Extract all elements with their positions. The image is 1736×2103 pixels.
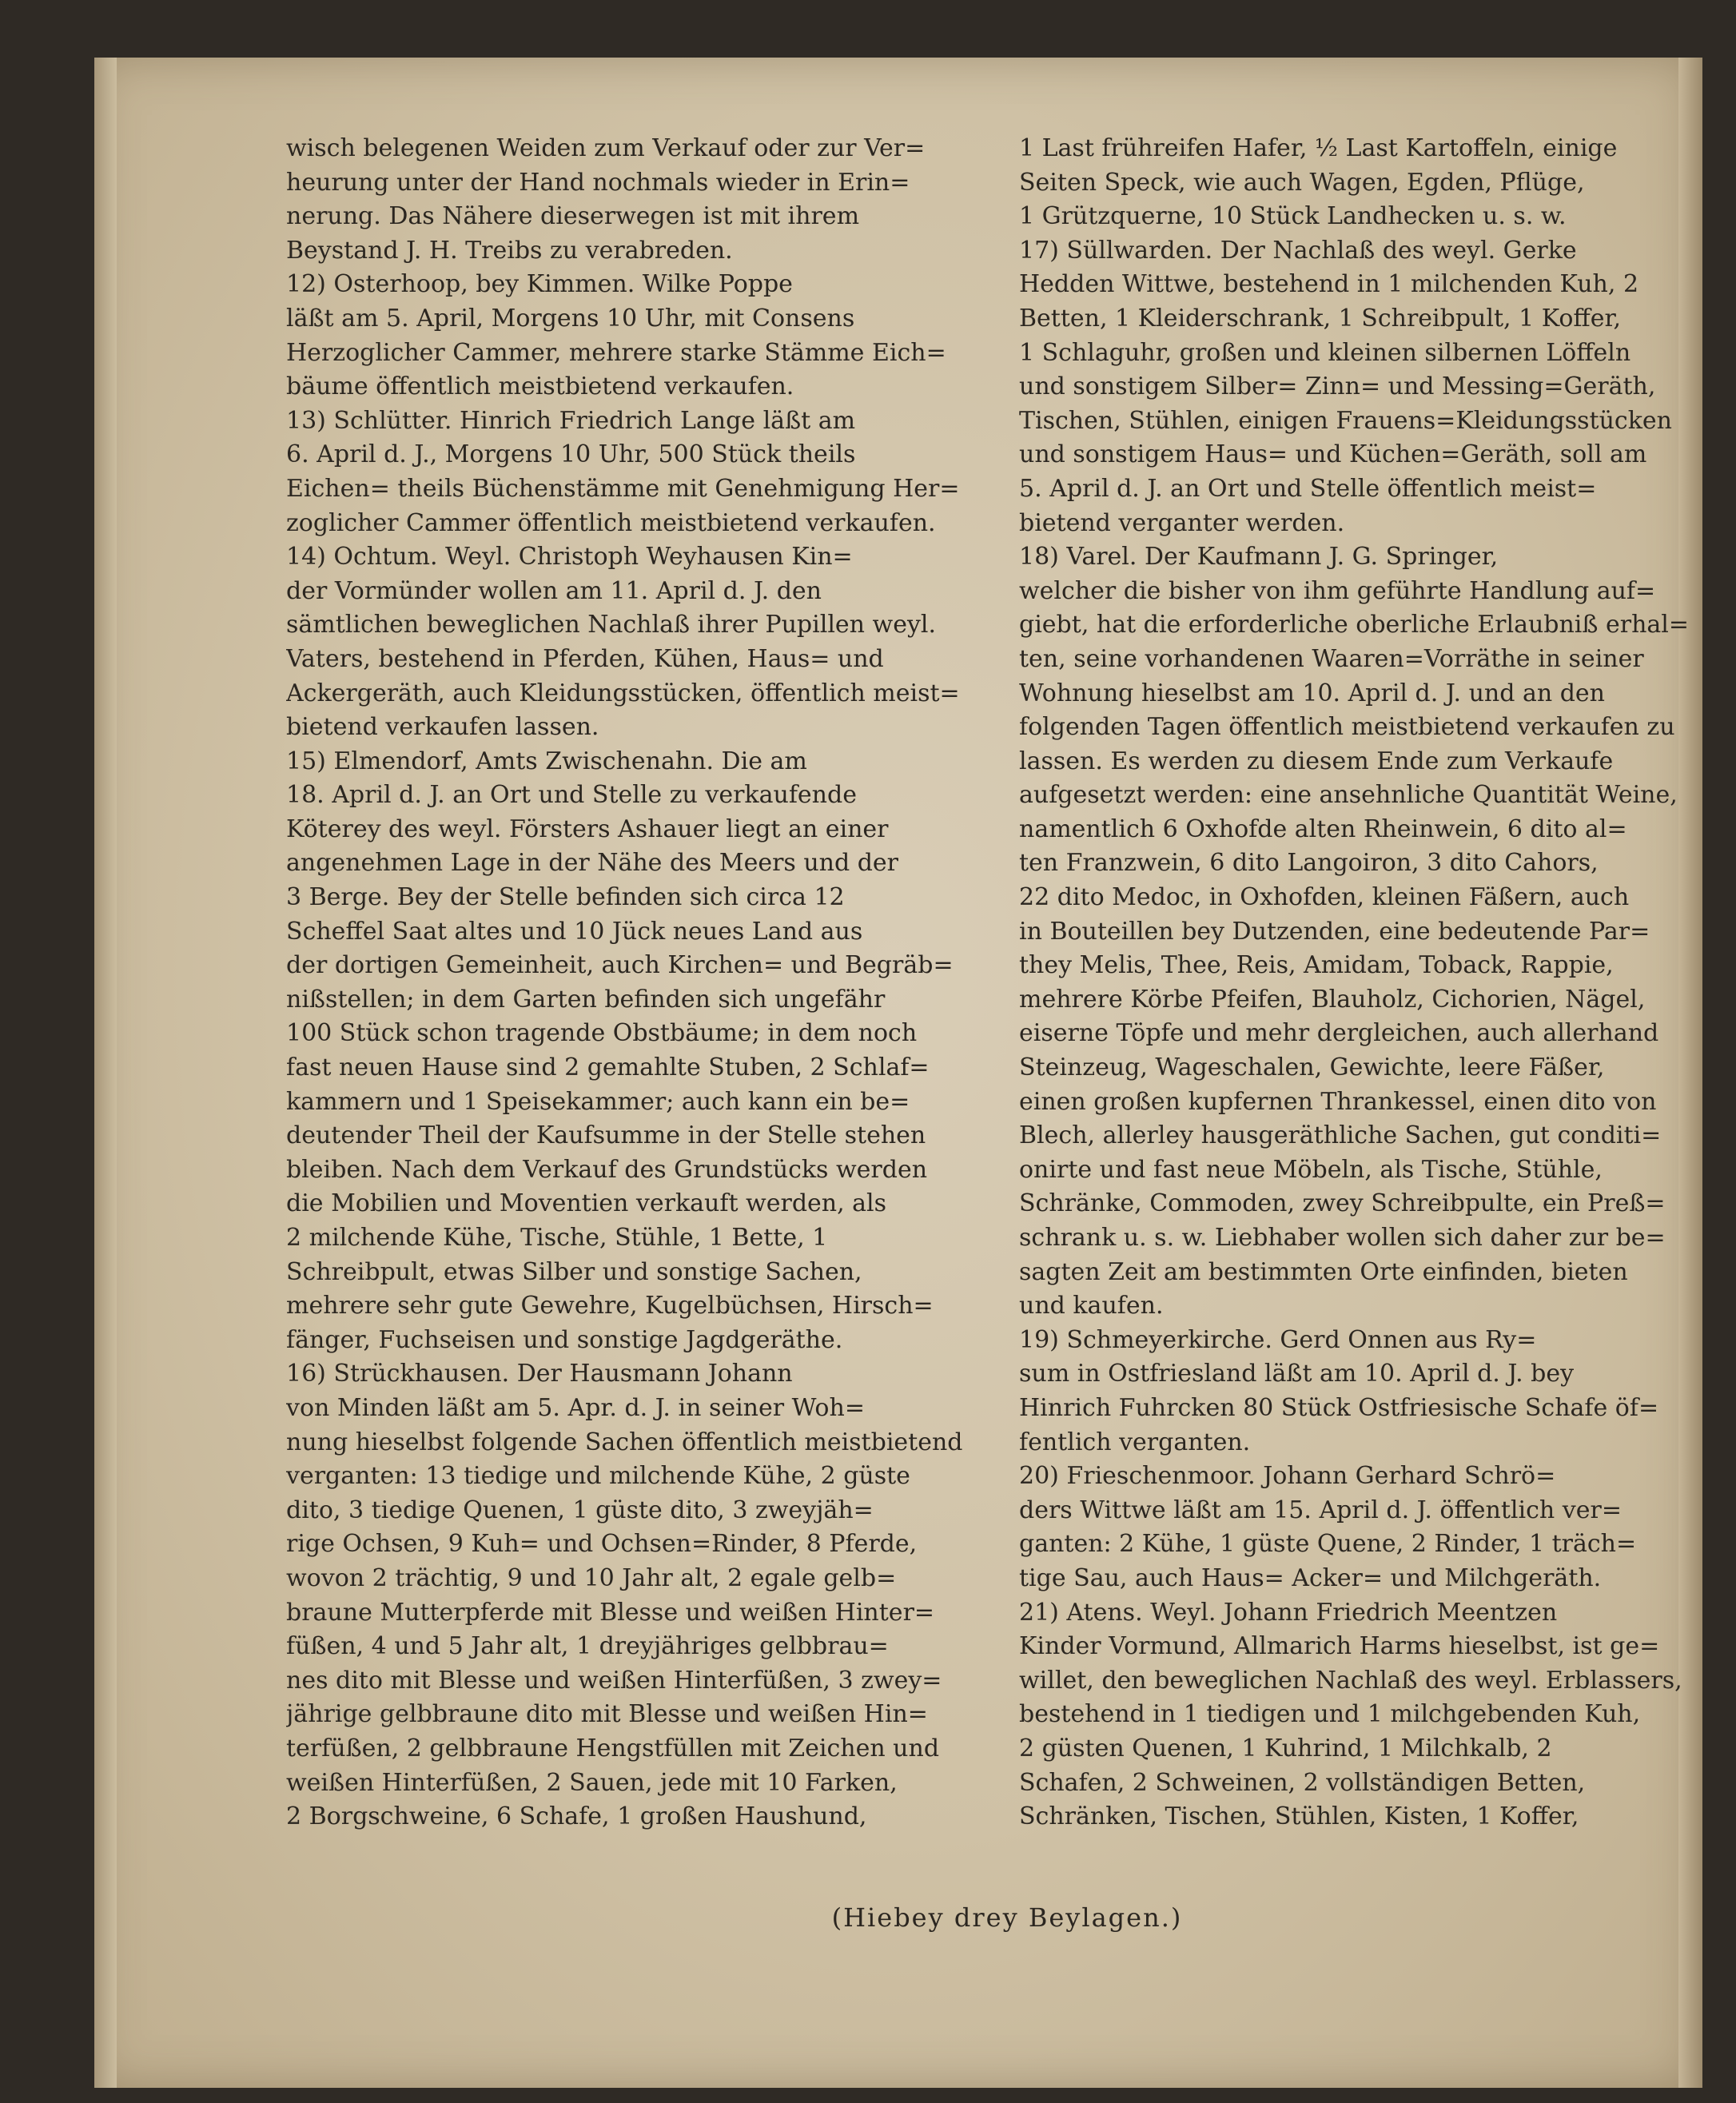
text-line: Kinder Vormund, Allmarich Harms hieselbst, ist ge=: [1019, 1632, 1660, 1661]
text-line: in Bouteillen bey Dutzenden, eine bedeutende Par=: [1019, 917, 1650, 946]
text-line: ders Wittwe läßt am 15. April d. J. öffentlich ver=: [1019, 1496, 1622, 1524]
text-line: fentlich verganten.: [1019, 1428, 1251, 1456]
text-line: 6. April d. J., Morgens 10 Uhr, 500 Stück theils: [286, 440, 856, 469]
text-line: bleiben. Nach dem Verkauf des Grundstücks werden: [286, 1155, 928, 1184]
text-line: 15) Elmendorf, Amts Zwischenahn. Die am: [286, 747, 807, 775]
text-line: jährige gelbbraune dito mit Blesse und weißen Hin=: [286, 1700, 928, 1729]
text-line: Schränken, Tischen, Stühlen, Kisten, 1 Koffer,: [1019, 1802, 1579, 1831]
text-line: Schafen, 2 Schweinen, 2 vollständigen Betten,: [1019, 1768, 1586, 1797]
text-line: ganten: 2 Kühe, 1 güste Quene, 2 Rinder, 1 träch=: [1019, 1530, 1637, 1559]
text-line: angenehmen Lage in der Nähe des Meers und der: [286, 849, 899, 878]
text-line: 2 güsten Quenen, 1 Kuhrind, 1 Milchkalb, 2: [1019, 1734, 1552, 1762]
text-line: 13) Schlütter. Hinrich Friedrich Lange läßt am: [286, 406, 856, 435]
text-line: 17) Süllwarden. Der Nachlaß des weyl. Gerke: [1019, 236, 1577, 265]
text-line: deutender Theil der Kaufsumme in der Stelle stehen: [286, 1121, 926, 1150]
text-line: fänger, Fuchseisen und sonstige Jagdgeräthe.: [286, 1325, 843, 1354]
text-line: aufgesetzt werden: eine ansehnliche Quantität Weine,: [1019, 781, 1678, 810]
text-line: 3 Berge. Bey der Stelle befinden sich circa 12: [286, 883, 845, 912]
text-line: onirte und fast neue Möbeln, als Tische, Stühle,: [1019, 1155, 1603, 1184]
text-line: bestehend in 1 tiedigen und 1 milchgebenden Kuh,: [1019, 1700, 1641, 1729]
right-text-column: [1019, 132, 1705, 1834]
text-line: verganten: 13 tiedige und milchende Kühe, 2 güste: [286, 1462, 910, 1491]
text-line: Betten, 1 Kleiderschrank, 1 Schreibpult, 1 Koffer,: [1019, 304, 1622, 333]
text-line: ten Franzwein, 6 dito Langoiron, 3 dito Cahors,: [1019, 849, 1599, 878]
text-line: sagten Zeit am bestimmten Orte einfinden, bieten: [1019, 1257, 1628, 1286]
text-line: wovon 2 trächtig, 9 und 10 Jahr alt, 2 egale gelb=: [286, 1563, 897, 1592]
text-line: willet, den beweglichen Nachlaß des weyl. Erblassers,: [1019, 1666, 1682, 1695]
text-line: nerung. Das Nähere dieserwegen ist mit ihrem: [286, 202, 860, 231]
text-line: 1 Last frühreifen Hafer, ½ Last Kartoffeln, einige: [1019, 134, 1618, 162]
text-line: 18. April d. J. an Ort und Stelle zu verkaufende: [286, 781, 857, 810]
left-text-column: [286, 132, 989, 1834]
footer-note: (Hiebey drey Beylagen.): [831, 1902, 1183, 1933]
text-line: Schreibpult, etwas Silber und sonstige Sachen,: [286, 1257, 862, 1286]
text-line: und sonstigem Silber= Zinn= und Messing=Geräth,: [1019, 372, 1656, 401]
text-line: 2 milchende Kühe, Tische, Stühle, 1 Bette, 1: [286, 1224, 828, 1252]
text-line: Herzoglicher Cammer, mehrere starke Stämme Eich=: [286, 338, 946, 367]
text-line: 19) Schmeyerkirche. Gerd Onnen aus Ry=: [1019, 1325, 1537, 1354]
text-line: Ackergeräth, auch Kleidungsstücken, öffentlich meist=: [286, 679, 960, 707]
text-line: einen großen kupfernen Thrankessel, einen dito von: [1019, 1087, 1657, 1116]
text-line: they Melis, Thee, Reis, Amidam, Toback, Rappie,: [1019, 951, 1614, 980]
text-line: bietend verganter werden.: [1019, 508, 1345, 537]
text-line: 20) Frieschenmoor. Johann Gerhard Schrö=: [1019, 1462, 1556, 1491]
text-line: Schränke, Commoden, zwey Schreibpulte, ein Preß=: [1019, 1189, 1666, 1218]
text-line: folgenden Tagen öffentlich meistbietend verkaufen zu: [1019, 713, 1675, 742]
text-line: terfüßen, 2 gelbbraune Hengstfüllen mit Zeichen und: [286, 1734, 940, 1762]
text-line: 21) Atens. Weyl. Johann Friedrich Meentzen: [1019, 1598, 1558, 1627]
text-line: 100 Stück schon tragende Obstbäume; in dem noch: [286, 1019, 918, 1048]
text-line: tige Sau, auch Haus= Acker= und Milchgeräth.: [1019, 1563, 1602, 1592]
text-line: braune Mutterpferde mit Blesse und weißen Hinter=: [286, 1598, 935, 1627]
text-line: Scheffel Saat altes und 10 Jück neues Land aus: [286, 917, 863, 946]
text-line: Wohnung hieselbst am 10. April d. J. und an den: [1019, 679, 1605, 707]
text-line: 12) Osterhoop, bey Kimmen. Wilke Poppe: [286, 270, 793, 299]
text-line: Eichen= theils Büchenstämme mit Genehmigung Her=: [286, 474, 960, 503]
text-line: Tischen, Stühlen, einigen Frauens=Kleidungsstücken: [1019, 406, 1672, 435]
text-line: von Minden läßt am 5. Apr. d. J. in seiner Woh=: [286, 1393, 865, 1422]
text-line: und sonstigem Haus= und Küchen=Geräth, soll am: [1019, 440, 1647, 469]
text-line: füßen, 4 und 5 Jahr alt, 1 dreyjähriges gelbbrau=: [286, 1632, 889, 1661]
text-line: sämtlichen beweglichen Nachlaß ihrer Pupillen weyl.: [286, 611, 937, 639]
text-line: wisch belegenen Weiden zum Verkauf oder zur Ver=: [286, 134, 926, 162]
text-line: Blech, allerley hausgeräthliche Sachen, gut conditi=: [1019, 1121, 1662, 1150]
text-line: welcher die bisher von ihm geführte Handlung auf=: [1019, 576, 1656, 605]
text-line: bäume öffentlich meistbietend verkaufen.: [286, 372, 794, 401]
text-line: nißstellen; in dem Garten befinden sich ungefähr: [286, 985, 886, 1014]
page-edge-left: [94, 58, 117, 2088]
text-line: 16) Strückhausen. Der Hausmann Johann: [286, 1360, 793, 1388]
text-line: Beystand J. H. Treibs zu verabreden.: [286, 236, 733, 265]
text-line: Steinzeug, Wageschalen, Gewichte, leere Fäßer,: [1019, 1053, 1605, 1082]
text-line: die Mobilien und Moventien verkauft werden, als: [286, 1189, 887, 1218]
text-line: ten, seine vorhandenen Waaren=Vorräthe in seiner: [1019, 644, 1644, 673]
text-line: 22 dito Medoc, in Oxhofden, kleinen Fäßern, auch: [1019, 883, 1630, 912]
text-line: 5. April d. J. an Ort und Stelle öffentlich meist=: [1019, 474, 1597, 503]
text-line: 18) Varel. Der Kaufmann J. G. Springer,: [1019, 543, 1499, 572]
text-line: 1 Schlaguhr, großen und kleinen silbernen Löffeln: [1019, 338, 1631, 367]
text-line: 1 Grützquerne, 10 Stück Landhecken u. s. w.: [1019, 202, 1567, 231]
text-line: zoglicher Cammer öffentlich meistbietend verkaufen.: [286, 508, 936, 537]
text-line: der dortigen Gemeinheit, auch Kirchen= und Begräb=: [286, 951, 954, 980]
text-line: nung hieselbst folgende Sachen öffentlich meistbietend: [286, 1428, 963, 1456]
text-line: 2 Borgschweine, 6 Schafe, 1 großen Haushund,: [286, 1802, 867, 1831]
text-line: weißen Hinterfüßen, 2 Sauen, jede mit 10 Farken,: [286, 1768, 898, 1797]
text-line: kammern und 1 Speisekammer; auch kann ein be=: [286, 1087, 910, 1116]
text-line: und kaufen.: [1019, 1292, 1164, 1320]
text-line: Hinrich Fuhrcken 80 Stück Ostfriesische Schafe öf=: [1019, 1393, 1659, 1422]
text-line: bietend verkaufen lassen.: [286, 713, 599, 742]
text-line: der Vormünder wollen am 11. April d. J. den: [286, 576, 822, 605]
text-line: heurung unter der Hand nochmals wieder in Erin=: [286, 168, 910, 197]
text-line: dito, 3 tiedige Quenen, 1 güste dito, 3 zweyjäh=: [286, 1496, 874, 1524]
text-line: Seiten Speck, wie auch Wagen, Egden, Pflüge,: [1019, 168, 1585, 197]
text-line: 14) Ochtum. Weyl. Christoph Weyhausen Kin=: [286, 543, 853, 572]
text-line: Köterey des weyl. Försters Ashauer liegt an einer: [286, 815, 889, 843]
text-line: Hedden Wittwe, bestehend in 1 milchenden Kuh, 2: [1019, 270, 1639, 299]
text-line: fast neuen Hause sind 2 gemahlte Stuben, 2 Schlaf=: [286, 1053, 930, 1082]
text-line: sum in Ostfriesland läßt am 10. April d. J. bey: [1019, 1360, 1575, 1388]
text-line: lassen. Es werden zu diesem Ende zum Verkaufe: [1019, 747, 1614, 775]
text-line: mehrere Körbe Pfeifen, Blauholz, Cichorien, Nägel,: [1019, 985, 1646, 1014]
text-line: giebt, hat die erforderliche oberliche Erlaubniß erhal=: [1019, 611, 1690, 639]
text-line: schrank u. s. w. Liebhaber wollen sich daher zur be=: [1019, 1224, 1666, 1252]
text-line: namentlich 6 Oxhofde alten Rheinwein, 6 dito al=: [1019, 815, 1627, 843]
text-line: rige Ochsen, 9 Kuh= und Ochsen=Rinder, 8 Pferde,: [286, 1530, 918, 1559]
text-line: mehrere sehr gute Gewehre, Kugelbüchsen, Hirsch=: [286, 1292, 934, 1320]
text-line: Vaters, bestehend in Pferden, Kühen, Haus= und: [286, 644, 884, 673]
text-line: nes dito mit Blesse und weißen Hinterfüßen, 3 zwey=: [286, 1666, 942, 1695]
text-line: läßt am 5. April, Morgens 10 Uhr, mit Consens: [286, 304, 855, 333]
text-line: eiserne Töpfe und mehr dergleichen, auch allerhand: [1019, 1019, 1659, 1048]
